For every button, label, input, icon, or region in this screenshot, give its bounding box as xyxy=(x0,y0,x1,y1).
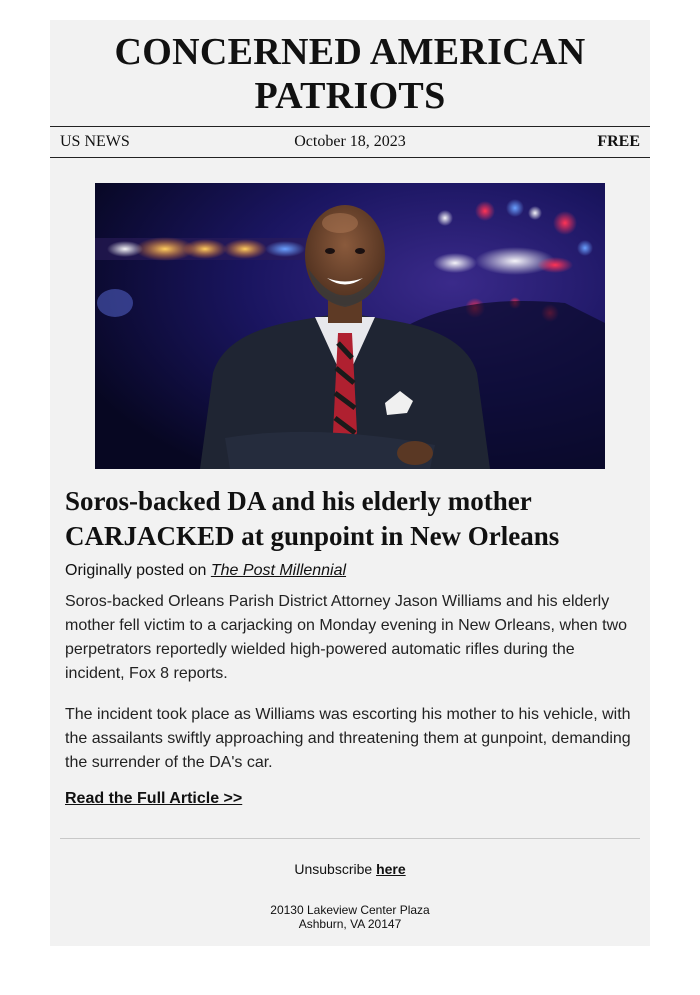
unsubscribe-line xyxy=(50,861,650,877)
address-line-1: 20130 Lakeview Center Plaza xyxy=(270,903,430,917)
posted-prefix: Originally posted on xyxy=(65,562,207,579)
issue-date: October 18, 2023 xyxy=(294,133,406,150)
masthead-line-1: CONCERNED AMERICAN xyxy=(114,31,586,73)
price-label: FREE xyxy=(597,133,640,150)
unsubscribe-link[interactable]: here xyxy=(376,861,406,877)
read-full-article-link[interactable]: Read the Full Article >> xyxy=(65,790,243,807)
newsletter-card xyxy=(50,20,650,946)
address-line-2: Ashburn, VA 20147 xyxy=(298,917,402,931)
article-paragraph: Soros-backed Orleans Parish District Attorney Jason Williams and his elderly mother fell victim to a carjacking on Monday evening in New Orleans, when two perpetrators reportedly wielded high-powered automatic rifles during the incident, Fox 8 reports. xyxy=(65,593,628,682)
article-paragraph: The incident took place as Williams was escorting his mother to his vehicle, with the assailants swiftly approaching and threatening them at gunpoint, demanding the surrender of the DA's car. xyxy=(65,706,631,771)
source-link[interactable]: The Post Millennial xyxy=(210,562,347,579)
masthead-line-2: PATRIOTS xyxy=(254,75,446,117)
mailing-address xyxy=(50,903,650,931)
footer-divider xyxy=(60,838,640,839)
portrait-photo-icon[interactable] xyxy=(95,183,605,469)
unsubscribe-prefix: Unsubscribe xyxy=(294,861,373,877)
dateline-bar xyxy=(50,126,650,158)
article-headline[interactable]: Soros-backed DA and his elderly mother CARJACKED at gunpoint in New Orleans xyxy=(65,486,560,551)
posted-on-line xyxy=(65,562,635,580)
section-label: US NEWS xyxy=(60,133,130,150)
masthead-title xyxy=(50,20,650,118)
